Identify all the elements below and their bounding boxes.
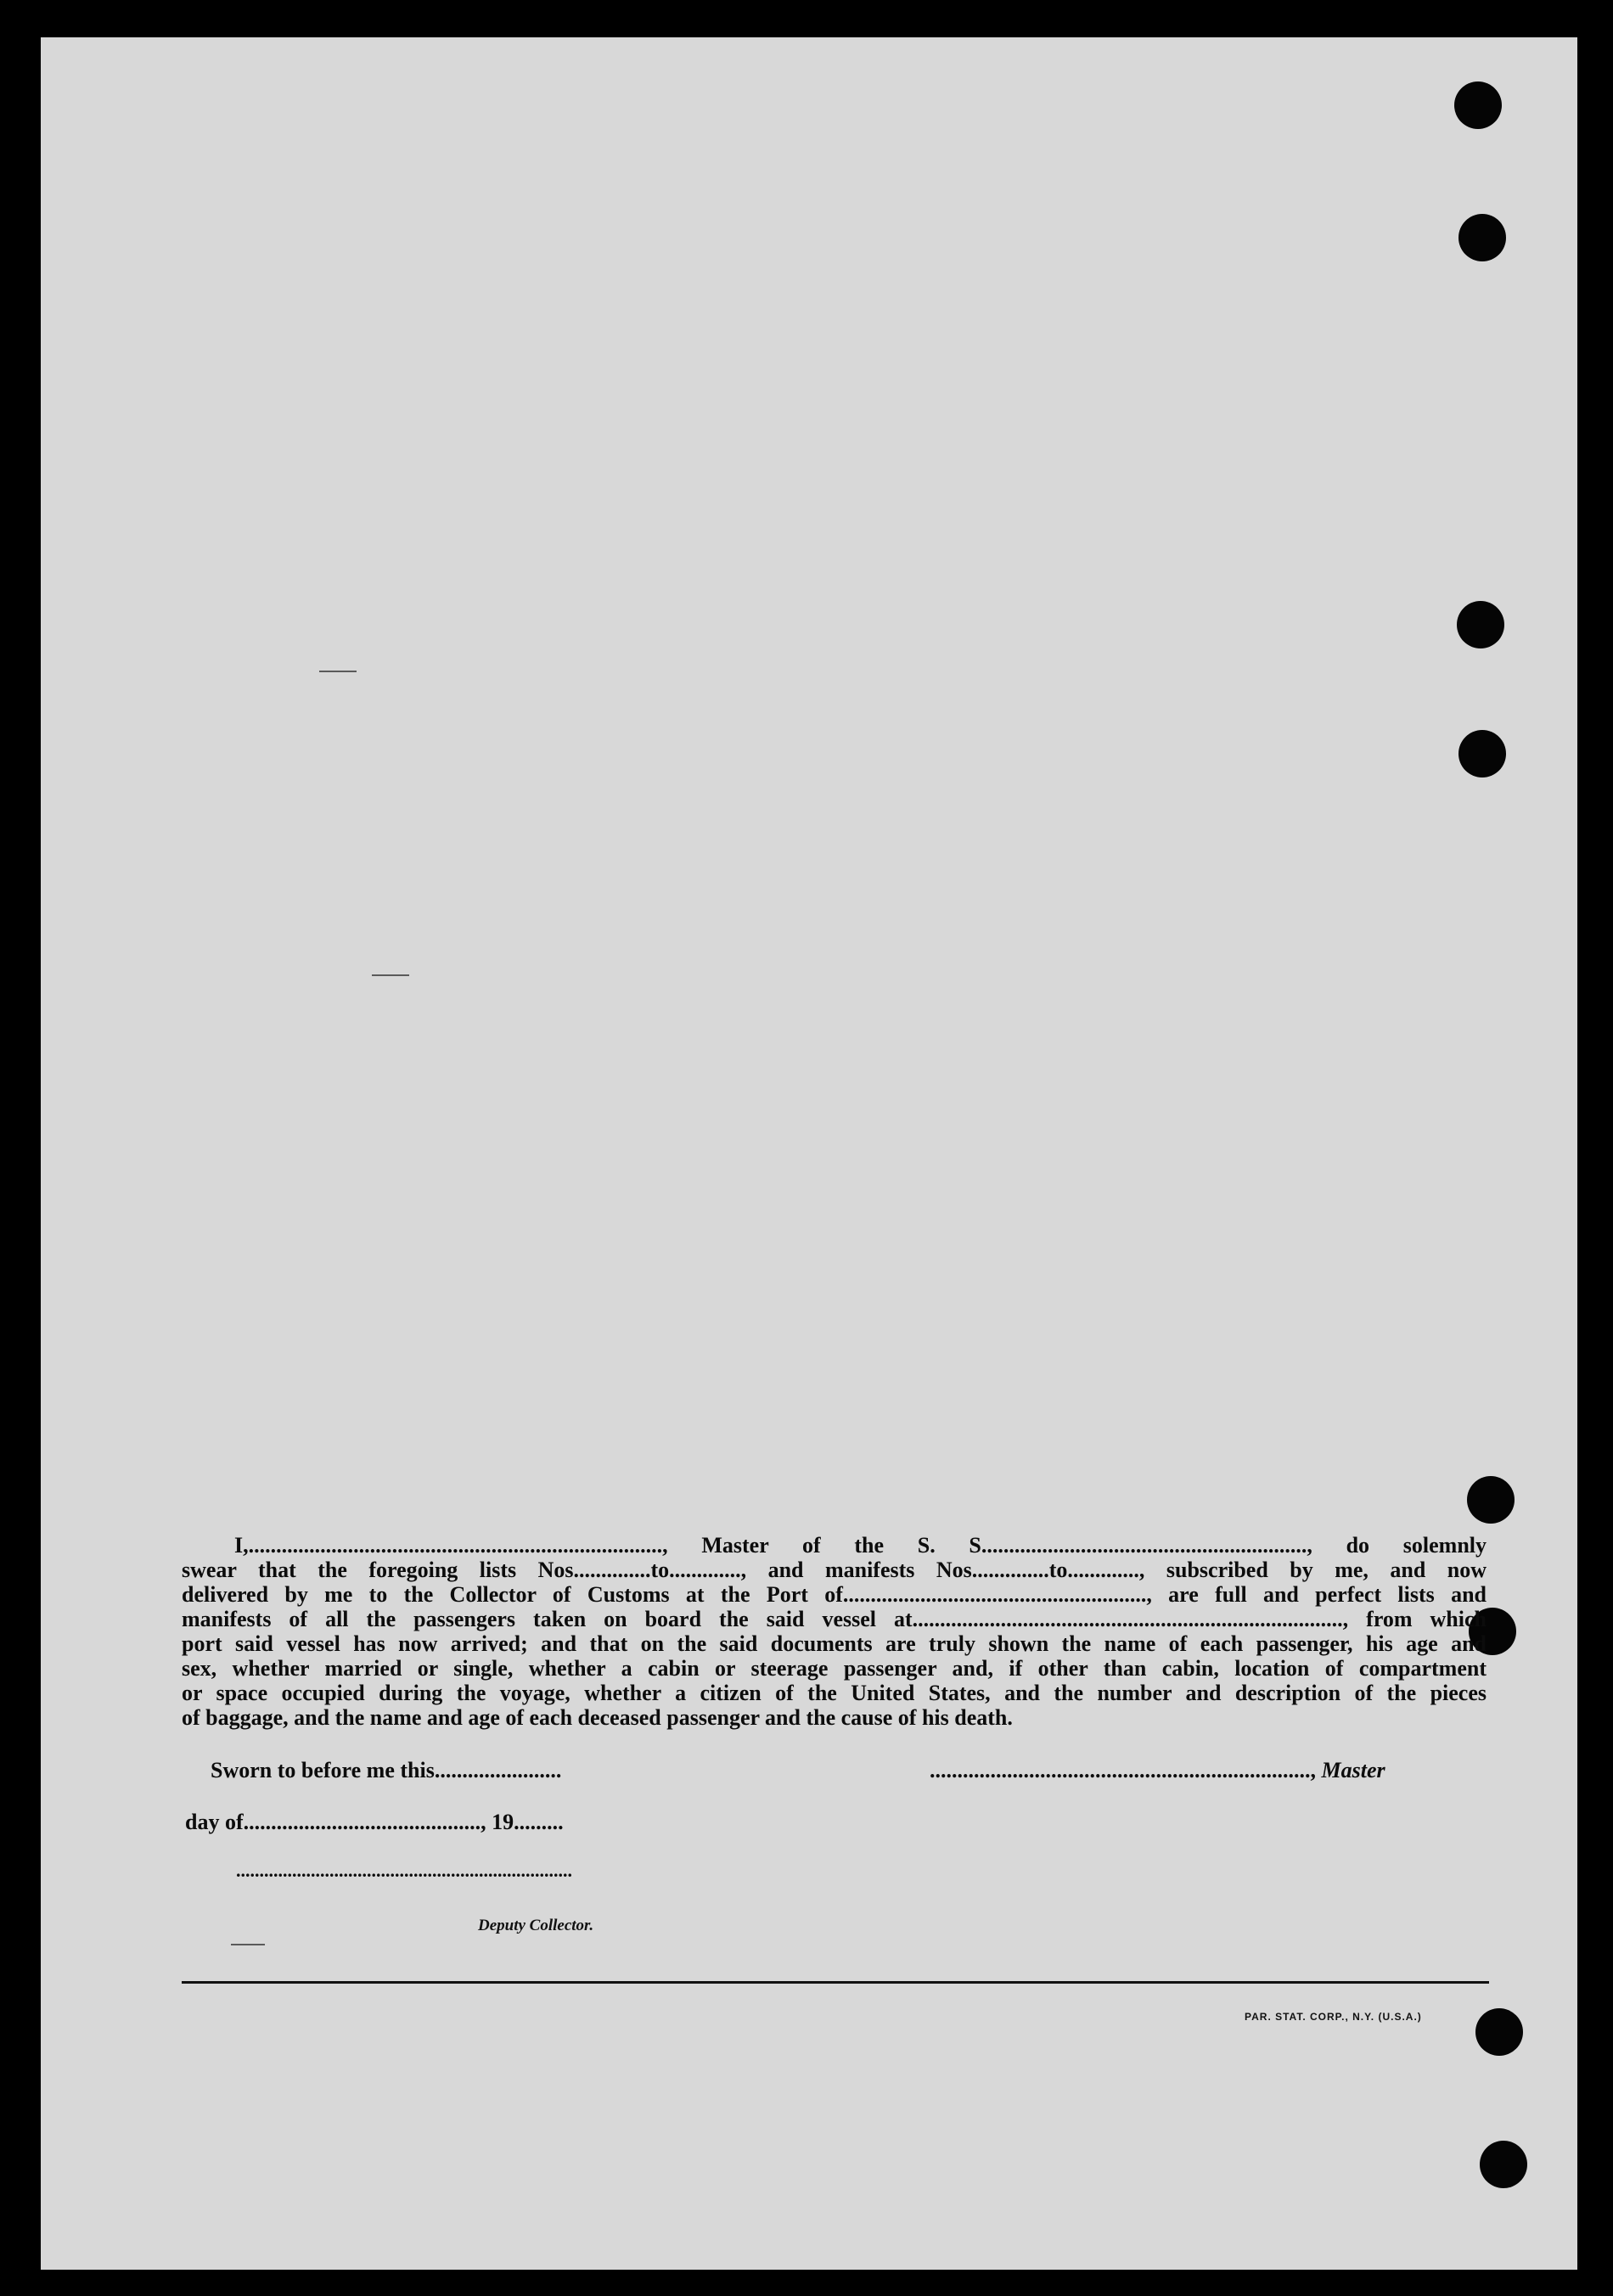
punch-hole-7 — [1475, 2008, 1523, 2056]
margin-mark — [372, 974, 409, 976]
punch-hole-2 — [1458, 214, 1506, 261]
sworn-before-line: Sworn to before me this....................... — [211, 1758, 562, 1782]
oath-line: or space occupied during the voyage, whether a citizen of the United States, and the number and description of the pieces — [182, 1681, 1487, 1705]
oath-line: port said vessel has now arrived; and that on the said documents are truly shown the name of each passenger, his age and — [182, 1631, 1487, 1656]
punch-hole-1 — [1454, 81, 1502, 129]
horizontal-rule — [182, 1981, 1489, 1984]
deputy-signature-dots: ........................................................................ — [236, 1860, 572, 1881]
margin-mark — [319, 671, 357, 672]
oath-line: manifests of all the passengers taken on board the said vessel at.............................................................................., from which — [182, 1607, 1487, 1631]
deputy-collector-label: Deputy Collector. — [478, 1917, 594, 1934]
punch-hole-5 — [1467, 1476, 1515, 1524]
master-signature-line — [930, 1758, 1385, 1783]
printer-imprint: PAR. STAT. CORP., N.Y. (U.S.A.) — [1245, 2011, 1422, 2023]
margin-mark — [231, 1944, 265, 1945]
oath-paragraph — [182, 1533, 1487, 1730]
oath-line: sex, whether married or single, whether a cabin or steerage passenger and, if other than cabin, location of compartment — [182, 1656, 1487, 1681]
punch-hole-4 — [1458, 730, 1506, 777]
oath-line: delivered by me to the Collector of Customs at the Port of......................................................., are full and perfect lists and — [182, 1582, 1487, 1607]
oath-line: I,..........................................................................., Master of the S. S..........................................................., do solemnly — [234, 1533, 1487, 1558]
master-label: Master — [1321, 1758, 1385, 1782]
oath-line: of baggage, and the name and age of each deceased passenger and the cause of his death. — [182, 1705, 1013, 1730]
oath-line: swear that the foregoing lists Nos..............to............., and manifests Nos..............to............., subscribed by me, and now — [182, 1558, 1487, 1582]
master-dots: ....................................................................., — [930, 1758, 1316, 1782]
punch-hole-8 — [1480, 2141, 1527, 2188]
day-of-line: day of..........................................., 19......... — [185, 1810, 564, 1834]
document-page — [41, 37, 1577, 2270]
punch-hole-3 — [1457, 601, 1504, 648]
